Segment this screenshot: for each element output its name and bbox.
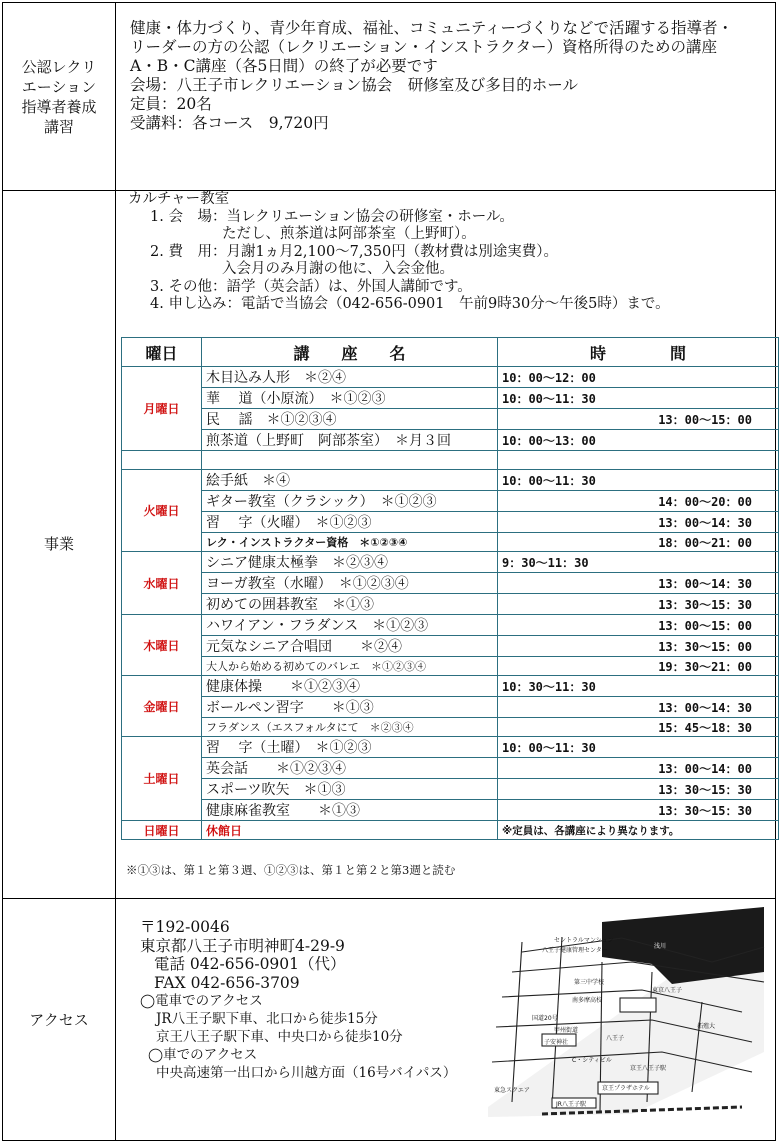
schedule-row — [122, 470, 779, 491]
course-time: 14：00～20：00 — [498, 491, 779, 512]
schedule-row — [122, 697, 779, 718]
course-time: 18：00～21：00 — [498, 533, 779, 552]
schedule-row — [122, 491, 779, 512]
culture-line: 2. 費 用：月謝1ヵ月2,100～7,350円（教材費は別途実費）。 — [150, 243, 558, 260]
car-access-line: 中央高速第一出口から川越方面（16号バイパス） — [156, 1065, 457, 1081]
schedule-header-row — [122, 338, 779, 367]
course-time: 10：00～12：00 — [498, 367, 779, 388]
map-label: 京王プラザホテル — [602, 1085, 650, 1092]
culture-line: 入会月のみ月謝の他に、入会金他。 — [222, 261, 454, 277]
map-label: 拓殖大 — [697, 1023, 716, 1030]
culture-line: 4. 申し込み：電話で当協会（042-656-0901 午前9時30分～午後5時）まで。 — [150, 296, 670, 312]
lecture-line: 定員：20名 — [130, 95, 212, 113]
day-cell: 金曜日 — [122, 676, 202, 737]
map-label: 甲州街道 — [554, 1027, 579, 1034]
lecture-content — [130, 19, 733, 133]
schedule-row — [122, 451, 779, 470]
course-time: 10：00～11：30 — [498, 470, 779, 491]
schedule-table — [121, 337, 779, 840]
address: 東京都八王子市明神町4-29-9 — [140, 936, 345, 955]
lecture-line: 会場：八王子市レクリエーション協会 研修室及び多目的ホール — [130, 76, 578, 94]
header-day: 曜日 — [122, 338, 202, 367]
day-cell: 日曜日 — [122, 821, 202, 840]
map-label: セントラルマンション — [554, 937, 614, 944]
map-label: 八王子健康管理センター — [542, 947, 608, 954]
schedule-row — [122, 615, 779, 636]
course-time: 13：30～15：30 — [498, 779, 779, 800]
day-cell: 水曜日 — [122, 552, 202, 615]
course-name: 初めての囲碁教室 ＊①③ — [202, 594, 498, 615]
lecture-label-line: 指導者養成 — [21, 97, 97, 116]
culture-line: 3. その他：語学（英会話）は、外国人講師です。 — [150, 278, 472, 295]
schedule-row — [122, 430, 779, 451]
map-label: 子安神社 — [544, 1039, 569, 1046]
schedule-row — [122, 657, 779, 676]
course-name: 習 字（土曜） ＊①②③ — [202, 737, 498, 758]
phone: 電話 042-656-0901（代） — [154, 955, 346, 973]
map-label: 第三中学校 — [574, 979, 605, 986]
schedule-row — [122, 718, 779, 737]
access-map — [482, 902, 770, 1130]
culture-info — [128, 191, 670, 314]
map-label: JR八王子駅 — [556, 1101, 586, 1108]
lecture-line: 受講料：各コース 9,720円 — [130, 114, 329, 132]
schedule-row — [122, 512, 779, 533]
course-name — [202, 451, 498, 470]
day-cell — [122, 451, 202, 470]
course-name: 木目込み人形 ＊②④ — [202, 367, 498, 388]
course-time: 13：30～15：30 — [498, 800, 779, 821]
schedule-row — [122, 737, 779, 758]
train-access-line: JR八王子駅下車、北口から徒歩15分 — [156, 1011, 378, 1027]
schedule-row — [122, 758, 779, 779]
course-name: レク・インストラクター資格 ＊①②③④ — [202, 533, 498, 552]
map-label: 八王子 — [606, 1035, 625, 1042]
course-name: ヨーガ教室（水曜） ＊①②③④ — [202, 573, 498, 594]
map-label: 国道20号 — [532, 1015, 558, 1022]
schedule-row — [122, 573, 779, 594]
business-label: 事業 — [43, 535, 74, 553]
day-cell: 土曜日 — [122, 737, 202, 821]
course-name: 健康体操 ＊①②③④ — [202, 676, 498, 697]
course-name: 煎茶道（上野町 阿部茶室） ＊月３回 — [202, 430, 498, 451]
lecture-label-line: エーション — [21, 77, 97, 96]
lecture-label — [3, 3, 115, 190]
course-time: 15：45～18：30 — [498, 718, 779, 737]
course-time: 13：00～15：00 — [498, 409, 779, 430]
day-cell: 木曜日 — [122, 615, 202, 676]
header-course: 講 座 名 — [202, 338, 498, 367]
course-time: 9：30～11：30 — [498, 552, 779, 573]
culture-line: 1. 会 場：当レクリエーション協会の研修室・ホール。 — [150, 208, 514, 225]
course-name: 絵手紙 ＊④ — [202, 470, 498, 491]
train-access-title: ◯電車でのアクセス — [140, 993, 263, 1009]
course-name: ギター教室（クラシック） ＊①②③ — [202, 491, 498, 512]
culture-title: カルチャー教室 — [128, 191, 230, 207]
course-name: 英会話 ＊①②③④ — [202, 758, 498, 779]
course-name: 大人から始める初めてのバレエ ＊①②③④ — [202, 657, 498, 676]
culture-line: ただし、煎茶道は阿部茶室（上野町）。 — [222, 226, 476, 242]
schedule-row — [122, 388, 779, 409]
lecture-line: 健康・体力づくり、青少年育成、福祉、コミュニティーづくりなどで活躍する指導者・ — [130, 19, 733, 37]
course-name: 健康麻雀教室 ＊①③ — [202, 800, 498, 821]
schedule-row — [122, 552, 779, 573]
course-time: 10：30～11：30 — [498, 676, 779, 697]
schedule-row — [122, 779, 779, 800]
map-label: 浅川 — [654, 943, 667, 950]
schedule-row — [122, 367, 779, 388]
map-label: 南多摩高校 — [572, 997, 603, 1004]
course-time: 13：30～15：00 — [498, 636, 779, 657]
access-label: アクセス — [29, 1011, 89, 1029]
day-cell: 月曜日 — [122, 367, 202, 451]
schedule-row — [122, 533, 779, 552]
fax: FAX 042-656-3709 — [154, 973, 300, 992]
sunday-row — [122, 821, 779, 840]
car-access-title: ◯車でのアクセス — [148, 1047, 258, 1063]
schedule-row — [122, 800, 779, 821]
course-name: フラダンス（エスフォルタにて ＊②③④ — [202, 718, 498, 737]
course-time: 13：00～14：30 — [498, 512, 779, 533]
course-time: 13：30～15：30 — [498, 594, 779, 615]
course-name: 華 道（小原流） ＊①②③ — [202, 388, 498, 409]
closed-label: 休館日 — [202, 821, 498, 840]
course-time: 13：00～14：00 — [498, 758, 779, 779]
course-time: 10：00～11：30 — [498, 388, 779, 409]
course-time: 13：00～14：30 — [498, 697, 779, 718]
schedule-footnote: ※①③は、第１と第３週、①②③は、第１と第２と第3週と読む — [126, 863, 456, 877]
course-name: ボールペン習字 ＊①③ — [202, 697, 498, 718]
train-access-line: 京王八王子駅下車、中央口から徒歩10分 — [156, 1029, 403, 1045]
course-time: 13：00～15：00 — [498, 615, 779, 636]
course-name: スポーツ吹矢 ＊①③ — [202, 779, 498, 800]
access-info — [140, 918, 456, 1082]
lecture-line: リーダーの方の公認（レクリエーション・インストラクター）資格所得のための講座 — [130, 38, 717, 56]
map-label: 京王八王子駅 — [630, 1065, 667, 1072]
column-divider — [115, 3, 116, 1140]
course-name: ハワイアン・フラダンス ＊①②③ — [202, 615, 498, 636]
lecture-label-line: 講習 — [43, 117, 74, 136]
postal-code: 〒192-0046 — [140, 918, 230, 936]
map-label: C・シティビル — [572, 1057, 612, 1064]
map-label: 東京八王子 — [652, 987, 683, 994]
map-label: 東急スクエア — [494, 1087, 530, 1094]
lecture-label-line: 公認レクリ — [21, 57, 97, 76]
schedule-row — [122, 409, 779, 430]
course-name: 元気なシニア合唱団 ＊②④ — [202, 636, 498, 657]
row-divider — [3, 898, 775, 899]
header-time: 時 間 — [498, 338, 779, 367]
course-time: 13：00～14：30 — [498, 573, 779, 594]
course-time: 19：30～21：00 — [498, 657, 779, 676]
course-name: シニア健康太極拳 ＊②③④ — [202, 552, 498, 573]
course-time — [498, 451, 779, 470]
schedule-row — [122, 594, 779, 615]
schedule-row — [122, 676, 779, 697]
day-cell: 火曜日 — [122, 470, 202, 552]
capacity-note: ※定員は、各講座により異なります。 — [498, 821, 779, 840]
course-time: 10：00～11：30 — [498, 737, 779, 758]
course-name: 民 謡 ＊①②③④ — [202, 409, 498, 430]
course-name: 習 字（火曜） ＊①②③ — [202, 512, 498, 533]
course-time: 10：00～13：00 — [498, 430, 779, 451]
lecture-line: A・B・C講座（各5日間）の終了が必要です — [130, 57, 438, 75]
schedule-row — [122, 636, 779, 657]
